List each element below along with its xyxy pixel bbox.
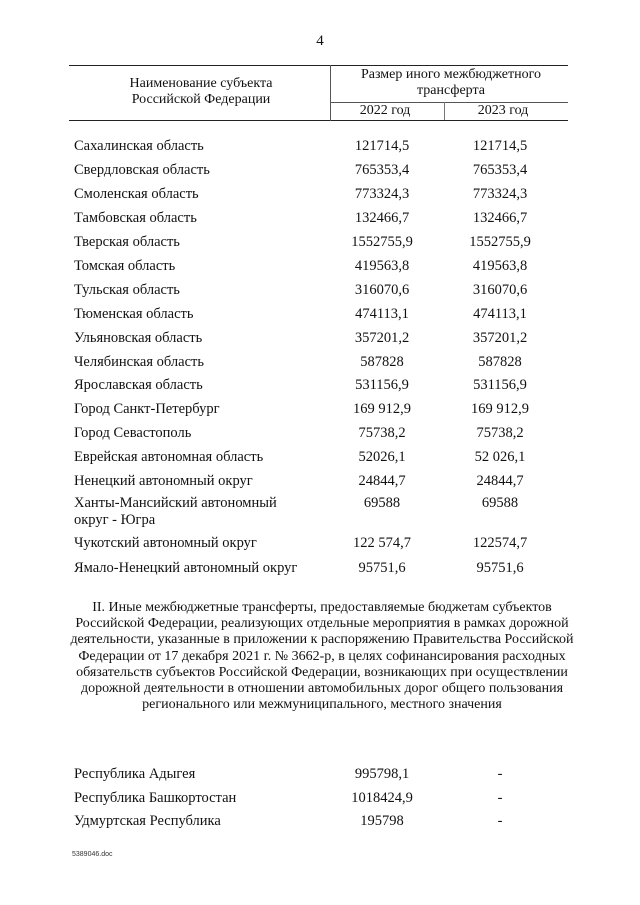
value-2022: 357201,2	[354, 330, 410, 346]
value-2022: 52026,1	[358, 449, 406, 465]
value-2023: 1552755,9	[469, 234, 531, 250]
subject-name: Еврейская автономная область	[74, 449, 264, 465]
value-2022: 474113,1	[355, 306, 409, 322]
subject-name: Город Санкт-Петербург	[74, 401, 220, 417]
value-2022: 75738,2	[358, 425, 406, 441]
subject-name: Смоленская область	[74, 186, 199, 202]
subject-name: Тамбовская область	[74, 210, 197, 226]
subject-name: Челябинская область	[74, 354, 204, 370]
value-2023: -	[497, 766, 503, 782]
value-2022: 316070,6	[354, 282, 410, 298]
subject-name: Чукотский автономный округ	[74, 535, 257, 551]
value-2022: 195798	[360, 813, 404, 829]
value-2023: -	[497, 790, 503, 806]
value-2022: 69588	[363, 495, 401, 511]
value-2023: -	[497, 813, 503, 829]
value-2023: 316070,6	[472, 282, 528, 298]
value-2023: 122574,7	[472, 535, 528, 551]
subject-name: Тульская область	[74, 282, 180, 298]
subject-name: Сахалинская область	[74, 138, 204, 154]
value-2023: 357201,2	[472, 330, 528, 346]
subject-name: Республика Башкортостан	[74, 790, 237, 806]
value-2022: 531156,9	[355, 377, 409, 393]
value-2022: 995798,1	[354, 766, 410, 782]
subject-name: Томская область	[74, 258, 176, 274]
value-2023: 95751,6	[476, 560, 524, 576]
value-2023: 24844,7	[476, 473, 524, 489]
subject-name: Свердловская область	[74, 162, 210, 178]
subject-name: Тюменская область	[74, 306, 194, 322]
value-2023: 474113,1	[473, 306, 527, 322]
value-2022: 587828	[360, 354, 404, 370]
subject-name: Ульяновская область	[74, 330, 203, 346]
value-2022: 122 574,7	[353, 535, 411, 551]
subject-name: Ненецкий автономный округ	[74, 473, 253, 489]
value-2022: 95751,6	[358, 560, 406, 576]
value-2022: 765353,4	[354, 162, 410, 178]
subject-name: Тверская область	[74, 234, 180, 250]
table-header-year-divider	[444, 102, 445, 120]
value-2022: 419563,8	[354, 258, 410, 274]
subject-name: Ямало-Ненецкий автономный округ	[74, 560, 298, 576]
value-2023: 773324,3	[472, 186, 528, 202]
section-2-title: II. Иные межбюджетные трансферты, предоставляемые бюджетам субъектов Российской Федерации, реализующих отдельные мероприятия в рамках дорожной деятельности, указанные в приложении к распоряжению Правительства Российской Федерации от 17 декабря 2021 г. № 3662-р, в целях софинансирования расходных обязательств субъектов Российской Федерации, возникающих при осуществлении дорожной деятельности в отношении автомобильных дорог общего пользования регионального или межмуниципального, местного значения	[70, 600, 574, 713]
value-2023: 169 912,9	[471, 401, 529, 417]
value-2023: 52 026,1	[474, 449, 526, 465]
value-2023: 69588	[481, 495, 519, 511]
value-2023: 587828	[478, 354, 522, 370]
table-header-top-rule	[69, 65, 568, 66]
header-year-2022: 2022 год	[359, 103, 411, 118]
value-2022: 1018424,9	[351, 790, 413, 806]
subject-name: Город Севастополь	[74, 425, 192, 441]
subject-name: Ханты-Мансийский автономный округ - Югра	[74, 495, 277, 528]
value-2023: 531156,9	[473, 377, 527, 393]
value-2023: 132466,7	[472, 210, 528, 226]
value-2023: 419563,8	[472, 258, 528, 274]
subject-name: Ярославская область	[74, 377, 203, 393]
value-2023: 765353,4	[472, 162, 528, 178]
table-header-bottom-rule	[69, 120, 568, 121]
value-2023: 121714,5	[472, 138, 528, 154]
header-subject-name: Наименование субъекта Российской Федерации	[129, 76, 273, 107]
value-2022: 773324,3	[354, 186, 410, 202]
value-2022: 169 912,9	[353, 401, 411, 417]
header-year-2023: 2023 год	[477, 103, 529, 118]
value-2023: 75738,2	[476, 425, 524, 441]
subject-name: Республика Адыгея	[74, 766, 196, 782]
value-2022: 121714,5	[354, 138, 410, 154]
subject-name: Удмуртская Республика	[74, 813, 221, 829]
header-transfer-size: Размер иного межбюджетного трансферта	[360, 67, 542, 98]
page-number: 4	[316, 33, 324, 49]
value-2022: 132466,7	[354, 210, 410, 226]
value-2022: 1552755,9	[351, 234, 413, 250]
document-footer-id: 5389046.doc	[72, 851, 113, 858]
value-2022: 24844,7	[358, 473, 406, 489]
